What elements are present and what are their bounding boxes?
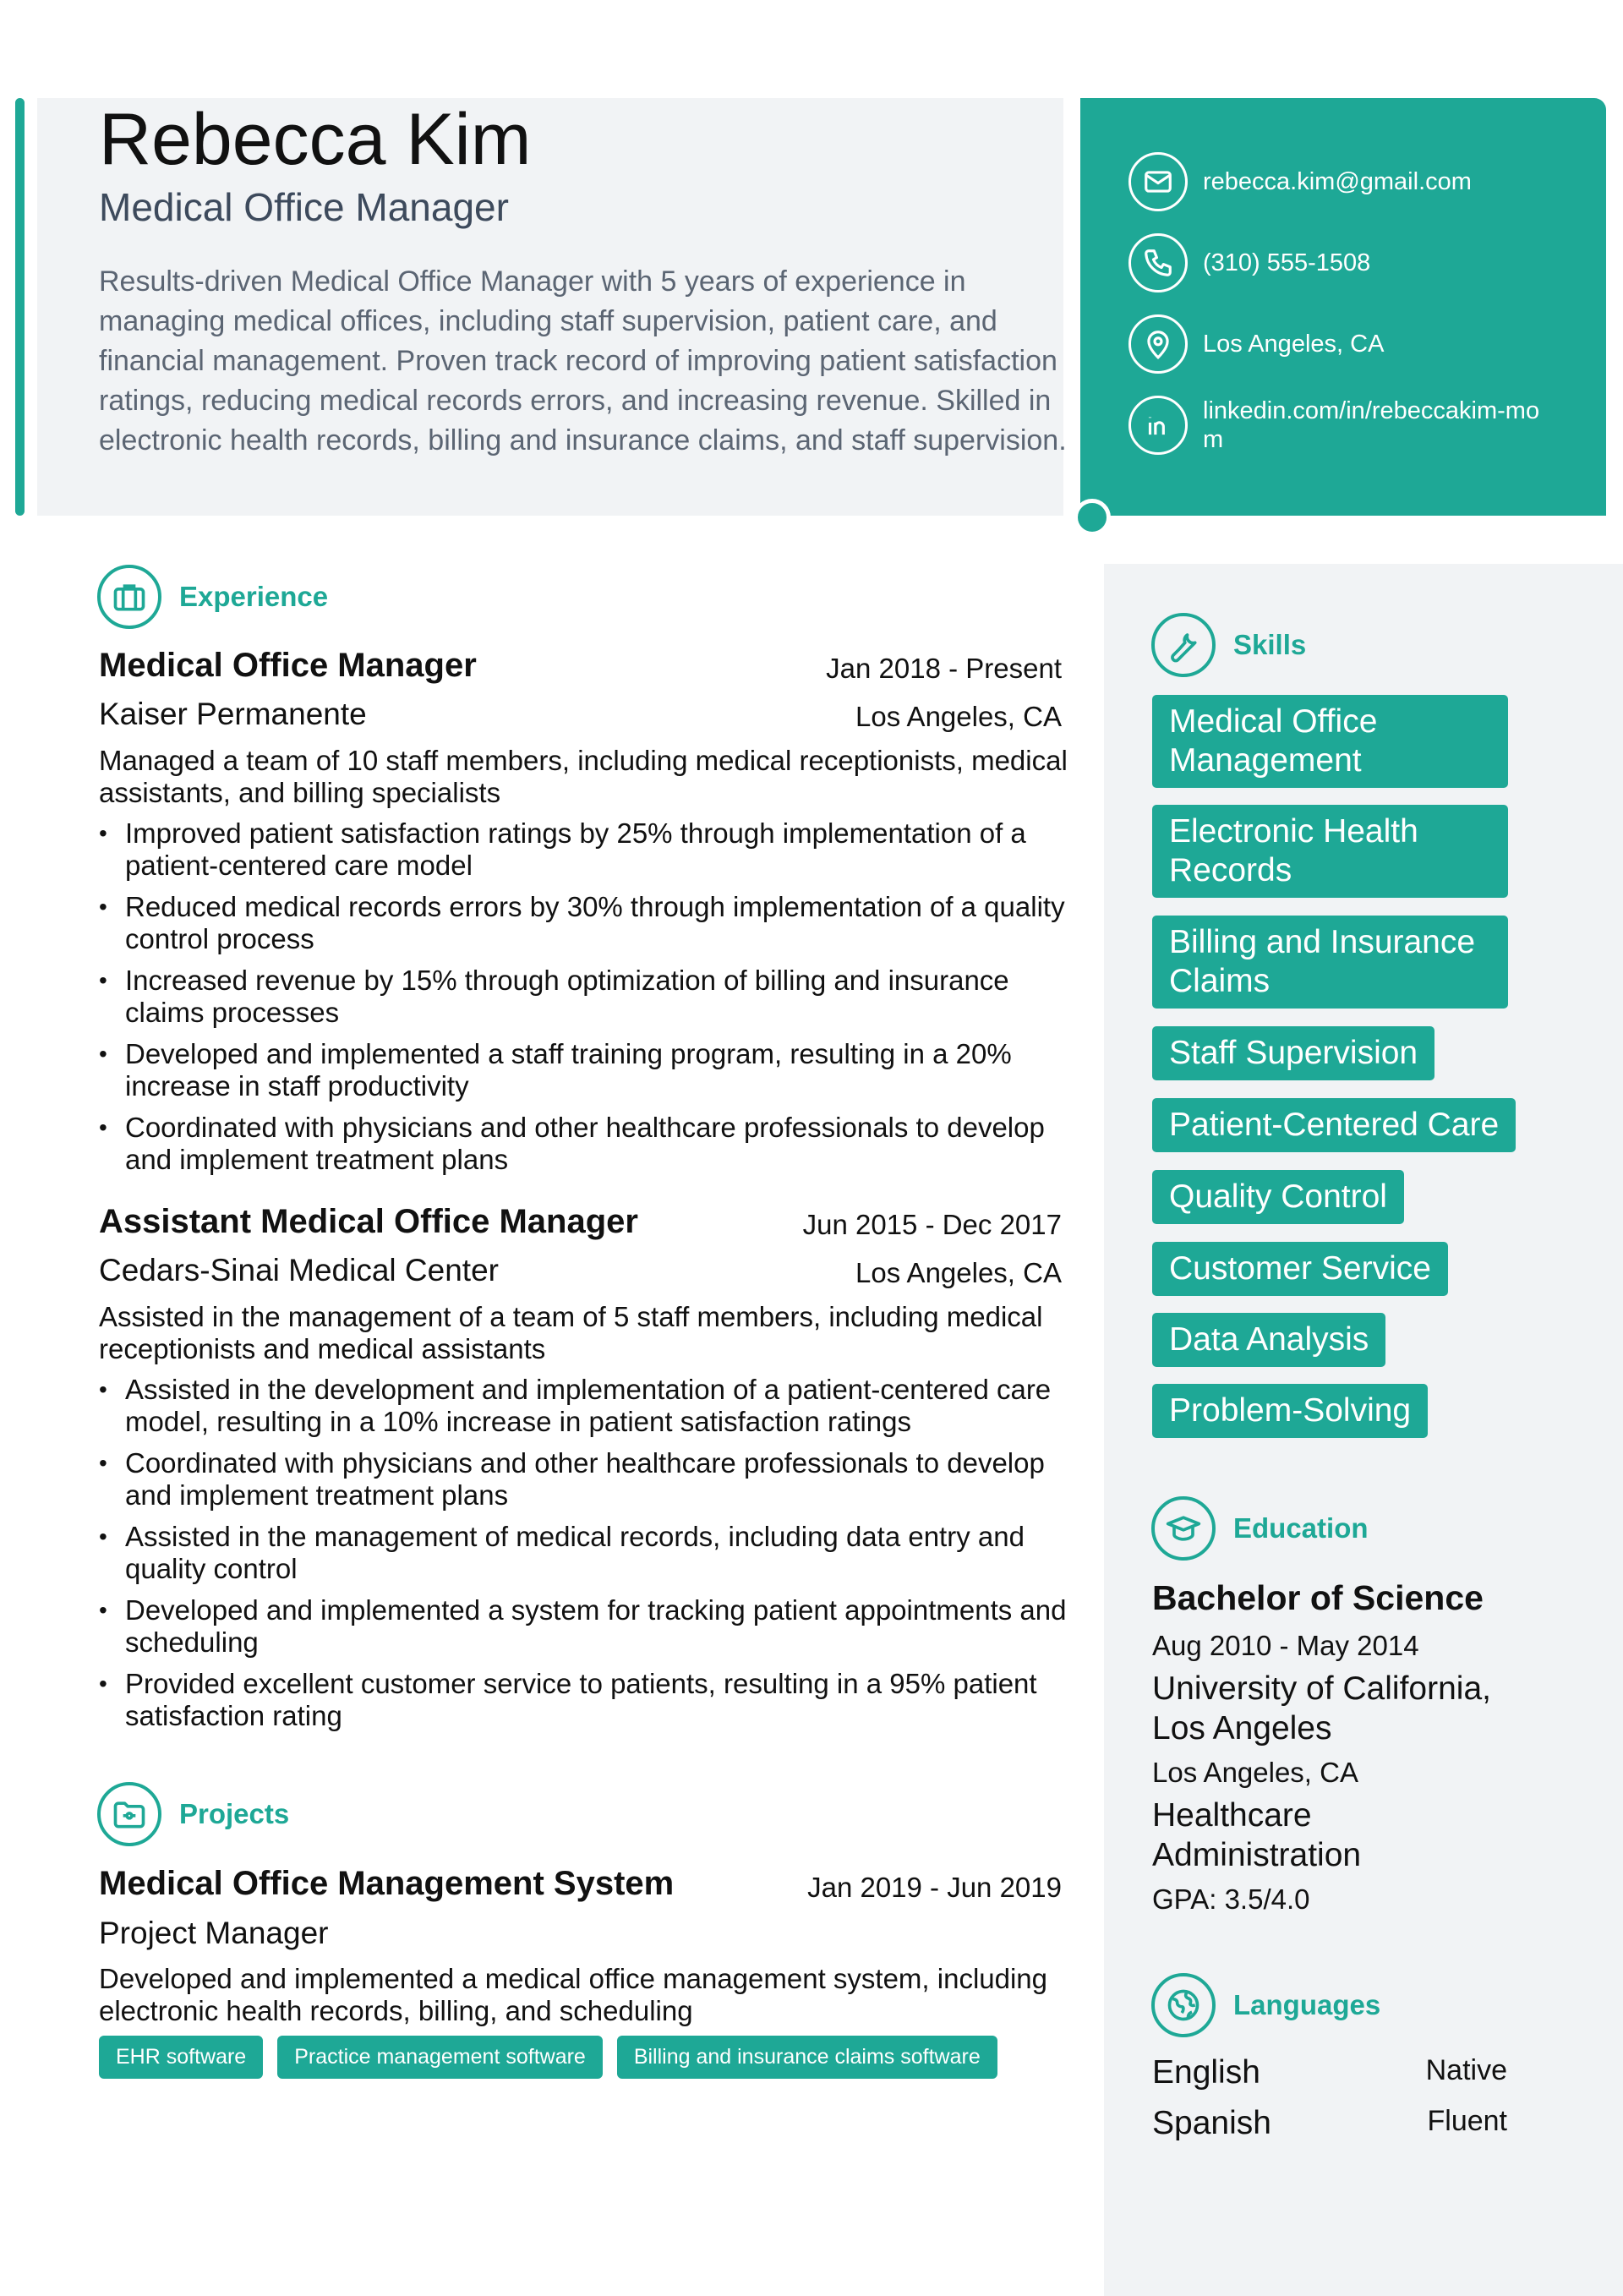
experience-heading: Experience bbox=[179, 581, 329, 612]
skill-tag: Billing and Insurance Claims bbox=[1152, 916, 1508, 1009]
project-role: Project Manager bbox=[99, 1916, 329, 1950]
achievement-item: • Increased revenue by 15% through optimization of billing and insurance claims processes bbox=[99, 965, 1071, 1029]
project-title: Medical Office Management System bbox=[99, 1865, 675, 1902]
phone-text: (310) 555-1508 bbox=[1203, 249, 1371, 276]
experience-section-header bbox=[97, 565, 328, 629]
education-heading: Education bbox=[1233, 1512, 1369, 1544]
achievement-item: • Developed and implemented a system for tracking patient appointments and scheduling bbox=[99, 1594, 1071, 1659]
projects-section-header bbox=[97, 1782, 289, 1846]
skill-tag: Customer Service bbox=[1152, 1242, 1448, 1296]
job-location: Los Angeles, CA bbox=[855, 1257, 1062, 1288]
language-level: Fluent bbox=[1427, 2105, 1507, 2137]
project-tag: EHR software bbox=[99, 2036, 263, 2079]
skills-heading: Skills bbox=[1233, 629, 1307, 660]
contact-location bbox=[1128, 314, 1558, 374]
job-description: Assisted in the management of a team of 5 staff members, including medical receptionists and medical assistants bbox=[99, 1301, 1043, 1364]
project-description: Developed and implemented a medical office management system, including electronic health records, billing, and scheduling bbox=[99, 1963, 1048, 2026]
project-tag: Billing and insurance claims software bbox=[617, 2036, 997, 2079]
achievement-item: • Coordinated with physicians and other healthcare professionals to develop and implement treatment plans bbox=[99, 1112, 1071, 1176]
achievement-item: • Improved patient satisfaction ratings by 25% through implementation of a patient-centered care model bbox=[99, 817, 1071, 882]
contact-panel-dot bbox=[1074, 499, 1111, 536]
project-dates: Jan 2019 - Jun 2019 bbox=[807, 1872, 1062, 1903]
email-text: rebecca.kim@gmail.com bbox=[1203, 168, 1472, 195]
job-company: Cedars-Sinai Medical Center bbox=[99, 1253, 499, 1287]
education-section-header bbox=[1151, 1496, 1369, 1561]
language-row bbox=[1152, 2054, 1507, 2091]
achievement-item: • Coordinated with physicians and other healthcare professionals to develop and implement treatment plans bbox=[99, 1447, 1071, 1512]
job-dates: Jun 2015 - Dec 2017 bbox=[802, 1209, 1062, 1240]
graduation-cap-icon bbox=[1151, 1496, 1216, 1561]
job-description: Managed a team of 10 staff members, including medical receptionists, medical assistants, and billing specialists bbox=[99, 745, 1068, 808]
linkedin-icon bbox=[1128, 396, 1188, 455]
job-title: Assistant Medical Office Manager bbox=[99, 1203, 638, 1240]
profile-summary: Results-driven Medical Office Manager with 5 years of experience in managing medical offices, including staff supervision, patient care, and financial management. Proven track record of improving patient satisfaction ratings, reducing medical records errors, and increasing revenue. Skilled in electronic health records, billing and insurance claims, and staff supervision. bbox=[99, 265, 1067, 456]
header-accent-bar bbox=[15, 98, 25, 516]
skill-tag: Electronic Health Records bbox=[1152, 805, 1508, 898]
achievement-item: • Provided excellent customer service to patients, resulting in a 95% patient satisfaction rating bbox=[99, 1668, 1071, 1732]
languages-section-header bbox=[1151, 1973, 1380, 2037]
skill-tag: Staff Supervision bbox=[1152, 1026, 1434, 1080]
achievement-item: • Assisted in the management of medical records, including data entry and quality control bbox=[99, 1521, 1071, 1585]
email-icon bbox=[1128, 152, 1188, 211]
field-of-study: Healthcare Administration bbox=[1152, 1797, 1362, 1873]
contact-linkedin[interactable] bbox=[1128, 396, 1558, 455]
degree: Bachelor of Science bbox=[1152, 1578, 1484, 1617]
job-achievements bbox=[99, 1374, 1071, 1741]
skill-tag: Quality Control bbox=[1152, 1170, 1404, 1224]
job-title: Medical Office Manager bbox=[99, 647, 477, 684]
job-location: Los Angeles, CA bbox=[855, 701, 1062, 732]
job-achievements bbox=[99, 817, 1071, 1185]
project-tags bbox=[99, 2036, 997, 2079]
location-pin-icon bbox=[1128, 314, 1188, 374]
skills-section-header bbox=[1151, 613, 1306, 677]
gpa: GPA: 3.5/4.0 bbox=[1152, 1883, 1310, 1915]
globe-icon bbox=[1151, 1973, 1216, 2037]
projects-heading: Projects bbox=[179, 1798, 290, 1829]
briefcase-icon bbox=[97, 565, 161, 629]
wrench-icon bbox=[1151, 613, 1216, 677]
language-level: Native bbox=[1425, 2054, 1507, 2086]
achievement-item: • Assisted in the development and implementation of a patient-centered care model, resulting in a 10% increase in patient satisfaction ratings bbox=[99, 1374, 1071, 1438]
education-dates: Aug 2010 - May 2014 bbox=[1152, 1630, 1419, 1661]
school-location: Los Angeles, CA bbox=[1152, 1757, 1358, 1788]
project-tag: Practice management software bbox=[277, 2036, 603, 2079]
skill-tag: Problem-Solving bbox=[1152, 1384, 1428, 1438]
skill-tag: Data Analysis bbox=[1152, 1313, 1385, 1367]
achievement-item: • Reduced medical records errors by 30% through implementation of a quality control process bbox=[99, 891, 1071, 955]
location-text: Los Angeles, CA bbox=[1203, 331, 1385, 358]
language-name: Spanish bbox=[1152, 2105, 1271, 2141]
candidate-name: Rebecca Kim bbox=[99, 99, 532, 180]
contact-phone[interactable] bbox=[1128, 233, 1558, 292]
candidate-title: Medical Office Manager bbox=[99, 185, 509, 229]
language-name: English bbox=[1152, 2054, 1260, 2091]
job-dates: Jan 2018 - Present bbox=[826, 653, 1062, 684]
job-company: Kaiser Permanente bbox=[99, 697, 367, 731]
skill-tag: Patient-Centered Care bbox=[1152, 1098, 1516, 1152]
contact-email[interactable] bbox=[1128, 152, 1558, 211]
school-name: University of California, Los Angeles bbox=[1152, 1670, 1491, 1747]
phone-icon bbox=[1128, 233, 1188, 292]
linkedin-text: linkedin.com/in/rebeccakim-mom bbox=[1203, 397, 1540, 453]
languages-heading: Languages bbox=[1233, 1989, 1381, 2020]
language-row bbox=[1152, 2105, 1507, 2142]
skill-tag: Medical Office Management bbox=[1152, 695, 1508, 788]
folder-icon bbox=[97, 1782, 161, 1846]
achievement-item: • Developed and implemented a staff training program, resulting in a 20% increase in staff productivity bbox=[99, 1038, 1071, 1102]
